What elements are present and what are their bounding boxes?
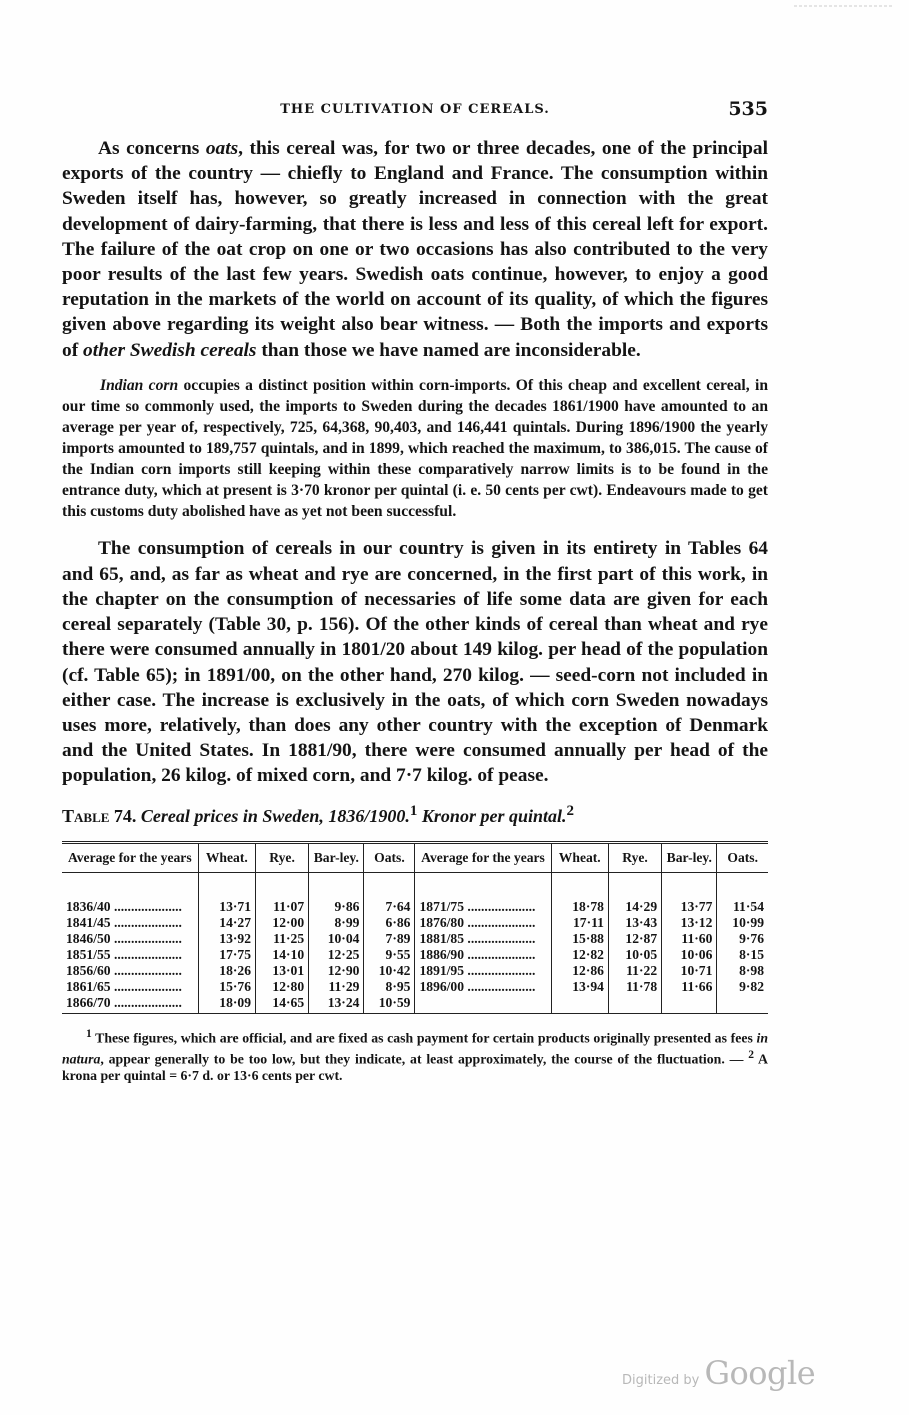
- running-title: THE CULTIVATION OF CEREALS.: [280, 102, 550, 117]
- price-cell: 12·80: [256, 979, 309, 995]
- footnotes: [62, 1026, 768, 1085]
- price-cell: 7·64: [364, 872, 415, 915]
- running-header: [62, 96, 768, 132]
- price-cell: 13·71: [198, 872, 255, 915]
- table-label: Table 74.: [62, 805, 137, 826]
- price-cell: 12·87: [608, 931, 661, 947]
- table-body: [62, 872, 768, 1013]
- price-cell: 13·24: [309, 995, 364, 1014]
- paragraph-oats: [62, 136, 768, 363]
- col-header: Bar-ley.: [309, 842, 364, 872]
- col-header: Wheat.: [198, 842, 255, 872]
- period-cell: [415, 995, 551, 1014]
- col-header: Bar-ley.: [662, 842, 717, 872]
- price-cell: 13·12: [662, 915, 717, 931]
- price-cell: 10·06: [662, 947, 717, 963]
- scan-edge-mark: [789, 0, 899, 14]
- table-header-row: [62, 842, 768, 872]
- table-title: Cereal prices in Sweden, 1836/1900.: [140, 805, 410, 826]
- digitized-watermark: [622, 1354, 815, 1392]
- price-cell: 11·60: [662, 931, 717, 947]
- price-cell: 17·11: [551, 915, 608, 931]
- price-cell: 14·65: [256, 995, 309, 1014]
- period-cell: 1881/85 .....: [415, 931, 551, 947]
- table-row: [62, 931, 768, 947]
- google-logo: Google: [704, 1354, 816, 1392]
- price-cell: 12·90: [309, 963, 364, 979]
- period-cell: 1886/90 .....: [415, 947, 551, 963]
- price-cell: 9·82: [717, 979, 768, 995]
- italic-term: other Swedish cereals: [83, 339, 257, 361]
- price-cell: 8·15: [717, 947, 768, 963]
- price-cell: 8·99: [309, 915, 364, 931]
- table-row: [62, 872, 768, 915]
- price-cell: 11·22: [608, 963, 661, 979]
- price-cell: 12·86: [551, 963, 608, 979]
- cereal-prices-table: [62, 841, 768, 1014]
- price-cell: [608, 995, 661, 1014]
- price-cell: 6·86: [364, 915, 415, 931]
- text-run: , appear generally to be too low, but they indicate, at least approximately, the course of the fluctuation. —: [100, 1051, 749, 1067]
- price-cell: 14·27: [198, 915, 255, 931]
- period-cell: 1896/00 .....: [415, 979, 551, 995]
- col-header: Average for the years: [62, 842, 198, 872]
- price-cell: 8·95: [364, 979, 415, 995]
- col-header: Oats.: [717, 842, 768, 872]
- footnote-ref: 1: [409, 802, 418, 819]
- price-cell: 18·78: [551, 872, 608, 915]
- price-cell: 11·54: [717, 872, 768, 915]
- col-header: Rye.: [608, 842, 661, 872]
- paragraph-consumption: [62, 536, 768, 788]
- table-row: [62, 915, 768, 931]
- period-cell: 1846/50 .....: [62, 931, 198, 947]
- price-cell: 10·42: [364, 963, 415, 979]
- price-cell: 18·26: [198, 963, 255, 979]
- period-cell: 1866/70 .....: [62, 995, 198, 1014]
- footnote-ref: 2: [566, 802, 574, 819]
- price-cell: 13·92: [198, 931, 255, 947]
- price-cell: 17·75: [198, 947, 255, 963]
- table-row: [62, 979, 768, 995]
- period-cell: 1861/65 .....: [62, 979, 198, 995]
- footnote-marker: 2: [748, 1048, 754, 1061]
- table-caption: [62, 803, 768, 827]
- price-cell: [662, 995, 717, 1014]
- text-run: These figures, which are official, and are fixed as cash payment for certain products originally presented as fees: [91, 1030, 757, 1046]
- period-cell: 1841/45 .....: [62, 915, 198, 931]
- price-cell: 11·78: [608, 979, 661, 995]
- price-cell: 10·71: [662, 963, 717, 979]
- price-cell: 9·76: [717, 931, 768, 947]
- col-header: Rye.: [256, 842, 309, 872]
- text-run: As concerns: [98, 138, 206, 159]
- price-cell: 7·89: [364, 931, 415, 947]
- price-cell: 12·00: [256, 915, 309, 931]
- price-cell: 11·29: [309, 979, 364, 995]
- price-cell: 18·09: [198, 995, 255, 1014]
- text-run: occupies a distinct position within corn-imports. Of this cheap and excellent cereal, in our time so commonly used, the imports to Sweden during the decades 1861/1900 have amounted to an average per year of, respectively, 725, 64,368, 90,403, and 146,441 quintals. During 1896/1900 the yearly imports amounted to 189,757 quintals, and in 1899, which reached the maximum, to 386,015. The cause of the Indian corn imports still keeping within these comparatively narrow limits is to be found in the entrance duty, which at present is 3·70 kronor per quintal (i. e. 50 cents per cwt). Endeavours made to get this customs duty abolished have as yet not been successful.: [62, 376, 768, 521]
- price-cell: 14·10: [256, 947, 309, 963]
- table-row: [62, 947, 768, 963]
- price-cell: 10·59: [364, 995, 415, 1014]
- price-cell: [551, 995, 608, 1014]
- price-cell: [717, 995, 768, 1014]
- period-cell: 1891/95 .....: [415, 963, 551, 979]
- text-run: , this cereal was, for two or three decades, one of the principal exports of the country — chiefly to England and France. The consumption within Sweden itself has, however, so greatly increased in connection with the great development of dairy-farming, that there is less and less of this cereal left for export. The failure of the oat crop on one or two occasions has also contributed to the very poor results of the last few years. Swedish oats continue, however, to enjoy a good reputation in the markets of the world on account of its quality, of which the figures given above regarding its weight also bear witness. — Both the imports and exports of: [62, 138, 768, 361]
- bold-lead: The consumption: [98, 538, 245, 560]
- price-cell: 10·04: [309, 931, 364, 947]
- price-cell: 11·07: [256, 872, 309, 915]
- text-run: of cereals in our country is given in its entirety in Tables 64 and 65, and, as far as wheat and rye are concerned, in the first part of this work, in the chapter on the consumption of necessaries of life some data are given for each cereal separately (Table 30, p. 156). Of the other kinds of cereal than wheat and rye there were consumed annually in 1801/20 about 149 kilog. per head of the population (cf. Table 65); in 1891/00, on the other hand, 270 kilog. — seed-corn not included in either case. The increase is exclusively in the oats, of which corn Sweden nowadays uses more, relatively, than does any other country with the exception of Denmark and the United States. In 1881/90, there were consumed annually per head of the population, 26 kilog. of mixed corn, and 7·7 kilog. of pease.: [62, 538, 768, 787]
- footnote-marker: 1: [86, 1027, 92, 1040]
- price-cell: 11·66: [662, 979, 717, 995]
- price-cell: 13·01: [256, 963, 309, 979]
- italic-term: Indian corn: [100, 376, 179, 394]
- col-header: Wheat.: [551, 842, 608, 872]
- price-cell: 12·25: [309, 947, 364, 963]
- italic-term: oats: [205, 138, 239, 159]
- price-cell: 15·88: [551, 931, 608, 947]
- price-cell: 13·94: [551, 979, 608, 995]
- text-run: A krona per quintal = 6·7 d. or 13·6 cents per cwt.: [62, 1051, 769, 1083]
- col-header: Average for the years: [415, 842, 551, 872]
- paragraph-indian-corn: [62, 375, 768, 523]
- page-number: 535: [728, 98, 768, 120]
- price-cell: 8·98: [717, 963, 768, 979]
- price-cell: 14·29: [608, 872, 661, 915]
- text-run: than those we have named are inconsiderable.: [256, 339, 641, 361]
- watermark-prefix: Digitized by: [622, 1373, 700, 1388]
- price-cell: 10·05: [608, 947, 661, 963]
- period-cell: 1851/55 .....: [62, 947, 198, 963]
- col-header: Oats.: [364, 842, 415, 872]
- table-unit: Kronor per quintal.: [421, 805, 567, 826]
- period-cell: 1871/75 .....: [415, 872, 551, 915]
- price-cell: 13·43: [608, 915, 661, 931]
- table-row: [62, 995, 768, 1014]
- price-cell: 15·76: [198, 979, 255, 995]
- table-row: [62, 963, 768, 979]
- price-cell: 9·86: [309, 872, 364, 915]
- price-cell: 10·99: [717, 915, 768, 931]
- price-cell: 11·25: [256, 931, 309, 947]
- price-cell: 9·55: [364, 947, 415, 963]
- italic-term: in natura: [62, 1030, 768, 1067]
- period-cell: 1856/60 .....: [62, 963, 198, 979]
- price-cell: 13·77: [662, 872, 717, 915]
- price-cell: 12·82: [551, 947, 608, 963]
- page: [62, 96, 768, 1084]
- period-cell: 1876/80 .....: [415, 915, 551, 931]
- period-cell: 1836/40 .....: [62, 872, 198, 915]
